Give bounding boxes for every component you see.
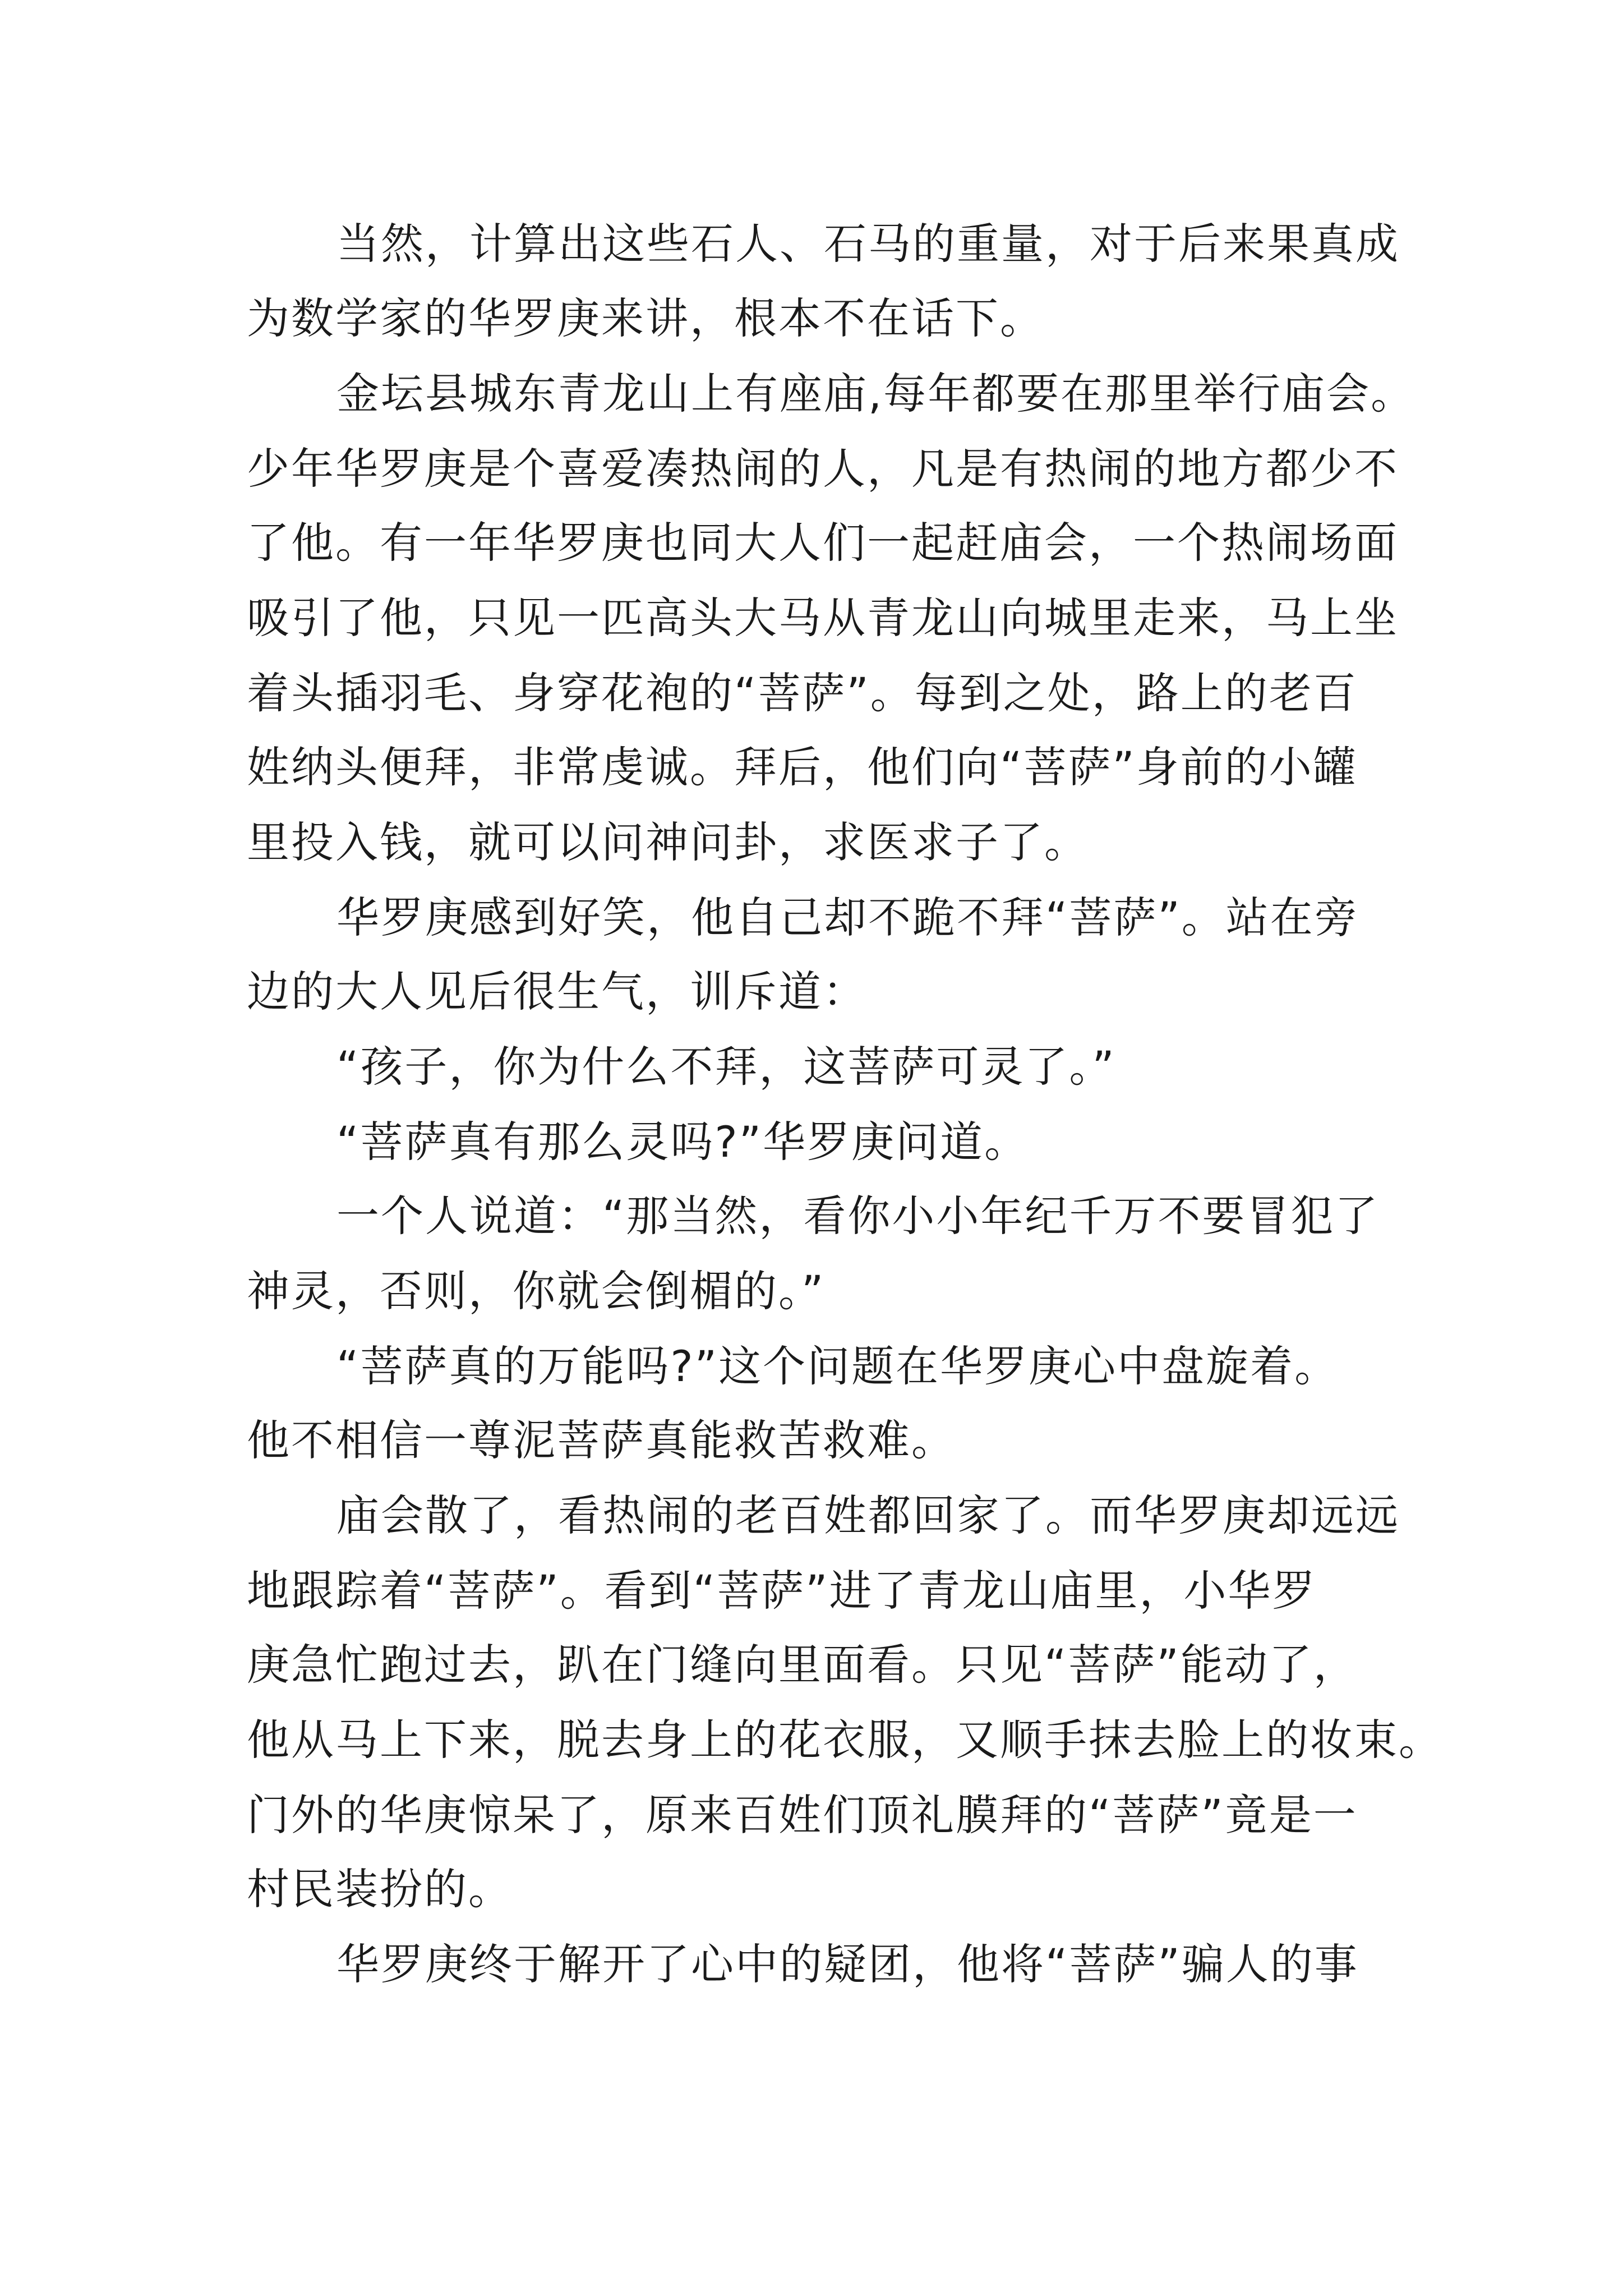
paragraph-line: 当然，计算出这些石人、石马的重量，对于后来果真成 (336, 219, 1400, 269)
paragraph-line: 一个人说道：“那当然，看你小小年纪千万不要冒犯了 (336, 1191, 1380, 1241)
paragraph-line: 庙会散了，看热闹的老百姓都回家了。而华罗庚却远远 (336, 1490, 1400, 1540)
paragraph-line: 金坛县城东青龙山上有座庙,每年都要在那里举行庙会。 (336, 369, 1415, 418)
paragraph-line: 华罗庚感到好笑，他自己却不跪不拜“菩萨”。站在旁 (336, 892, 1359, 942)
paragraph-line: 地跟踪着“菩萨”。看到“菩萨”进了青龙山庙里，小华罗 (247, 1566, 1317, 1616)
paragraph-line: 他从马上下来，脱去身上的花衣服，又顺手抹去脸上的妆束。 (247, 1715, 1443, 1765)
paragraph-line: 华罗庚终于解开了心中的疑团，他将“菩萨”骗人的事 (336, 1939, 1359, 1989)
paragraph-line: 姓纳头便拜，非常虔诚。拜后，他们向“菩萨”身前的小罐 (247, 742, 1358, 792)
paragraph-line: “孩子，你为什么不拜，这菩萨可灵了。” (336, 1042, 1116, 1092)
paragraph-line: “菩萨真的万能吗?”这个问题在华罗庚心中盘旋着。 (336, 1341, 1339, 1391)
paragraph-line: 吸引了他，只见一匹高头大马从青龙山向城里走来，马上坐 (247, 593, 1399, 643)
paragraph-line: 少年华罗庚是个喜爱凑热闹的人，凡是有热闹的地方都少不 (247, 444, 1399, 494)
paragraph-line: 为数学家的华罗庚来讲，根本不在话下。 (247, 293, 1044, 343)
paragraph-line: 庚急忙跑过去，趴在门缝向里面看。只见“菩萨”能动了， (247, 1640, 1358, 1690)
paragraph-line: 村民装扮的。 (247, 1864, 513, 1914)
paragraph-line: 他不相信一尊泥菩萨真能救苦救难。 (247, 1415, 956, 1465)
paragraph-line: 里投入钱，就可以问神问卦，求医求子了。 (247, 817, 1089, 867)
paragraph-line: 着头插羽毛、身穿花袍的“菩萨”。每到之处，路上的老百 (247, 668, 1358, 718)
paragraph-line: 边的大人见后很生气，训斥道： (247, 967, 867, 1016)
paragraph-line: 神灵，否则，你就会倒楣的。” (247, 1266, 826, 1316)
paragraph-line: 了他。有一年华罗庚也同大人们一起赶庙会，一个热闹场面 (247, 518, 1399, 568)
paragraph-line: 门外的华庚惊呆了，原来百姓们顶礼膜拜的“菩萨”竟是一 (247, 1790, 1358, 1840)
paragraph-line: “菩萨真有那么灵吗?”华罗庚问道。 (336, 1117, 1029, 1167)
